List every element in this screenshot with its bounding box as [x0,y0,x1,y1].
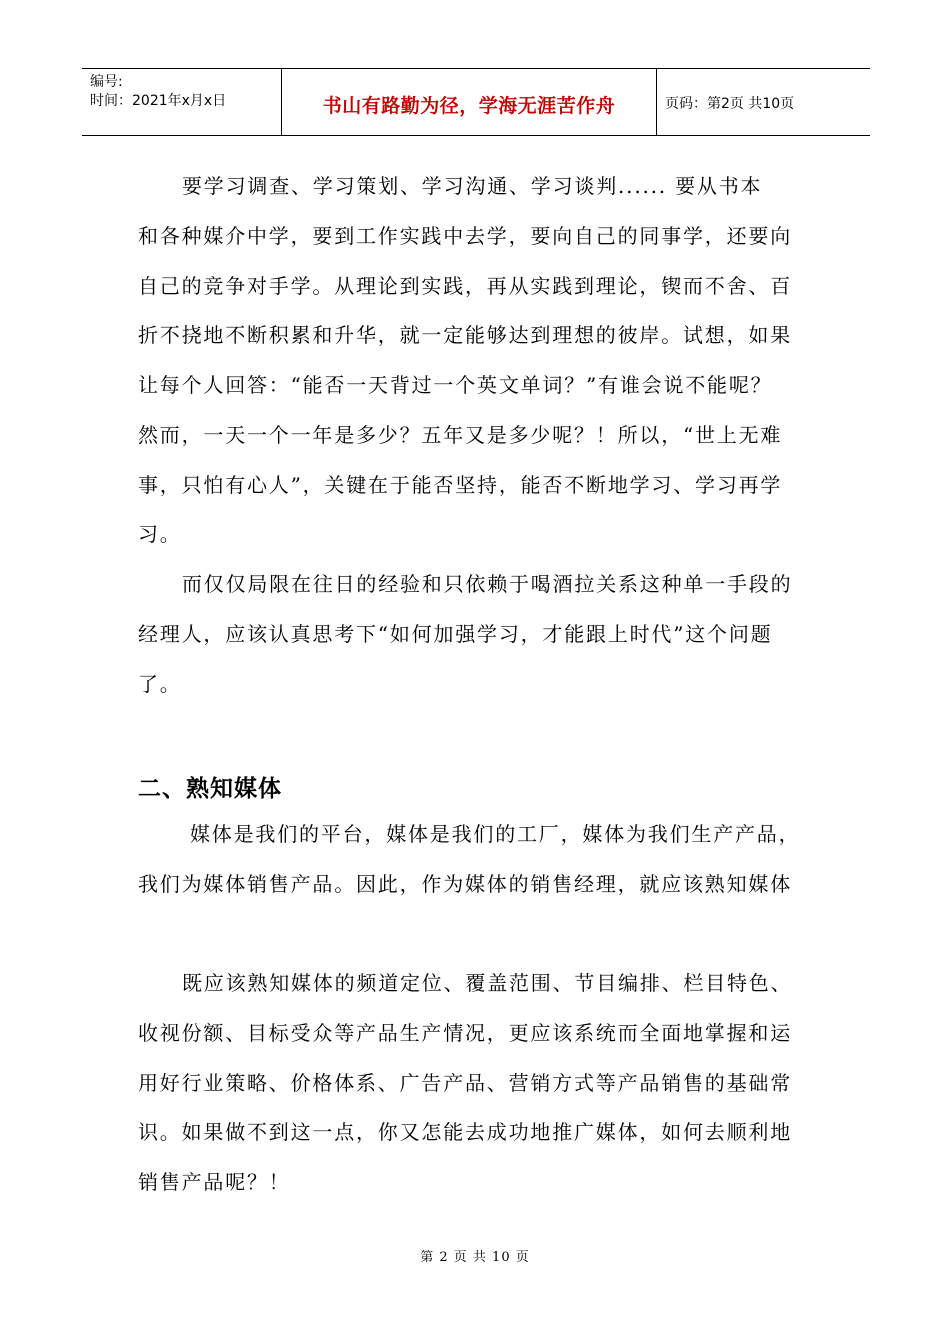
date-line: 时间：2021年x月x日 [90,93,227,109]
motto-text: 书山有路勤为径，学海无涯苦作舟 [322,94,616,117]
text-line: 然而，一天一个一年是多少？五年又是多少呢？！所以，“世上无难 [138,423,783,447]
text-line: 了。 [138,672,182,696]
text-line: 我们为媒体销售产品。因此，作为媒体的销售经理，就应该熟知媒体 [138,872,792,896]
section-heading: 二、熟知媒体 [138,776,282,802]
text-line: 收视份额、目标受众等产品生产情况，更应该系统而全面地掌握和运 [138,1021,792,1045]
text-line: 要学习调查、学习策划、学习沟通、学习谈判...... 要从书本 [182,174,763,198]
text-line: 经理人，应该认真思考下“如何加强学习，才能跟上时代”这个问题 [138,622,773,646]
page-info-text: 页码：第2页 共10页 [665,96,795,112]
text-line: 识。如果做不到这一点，你又怎能去成功地推广媒体，如何去顺利地 [138,1120,792,1144]
page-footer: 第 2 页 共 10 页 [420,1250,530,1265]
header-page-info [657,69,870,135]
text-line: 和各种媒介中学，要到工作实践中去学，要向自己的同事学，还要向 [138,224,792,248]
text-line: 用好行业策略、价格体系、广告产品、营销方式等产品销售的基础常 [138,1071,792,1095]
header-motto-cell [282,69,657,135]
text-line: 习。 [138,522,182,546]
page-header [82,68,870,136]
text-line: 让每个人回答：“能否一天背过一个英文单词？”有谁会说不能呢？ [138,373,773,397]
text-line: 而仅仅局限在往日的经验和只依赖于喝酒拉关系这种单一手段的 [182,572,793,596]
text-line: 事，只怕有心人”，关键在于能否坚持，能否不断地学习、学习再学 [138,473,783,497]
text-line: 自己的竞争对手学。从理论到实践，再从实践到理论，锲而不舍、百 [138,274,792,298]
text-line: 折不挠地不断积累和升华，就一定能够达到理想的彼岸。试想，如果 [138,323,792,347]
text-line: 既应该熟知媒体的频道定位、覆盖范围、节目编排、栏目特色、 [182,971,793,995]
code-label: 编号: [90,74,123,90]
text-line: 销售产品呢？！ [138,1170,291,1194]
header-meta [82,69,282,135]
text-line: 媒体是我们的平台，媒体是我们的工厂，媒体为我们生产产品， [190,822,801,846]
